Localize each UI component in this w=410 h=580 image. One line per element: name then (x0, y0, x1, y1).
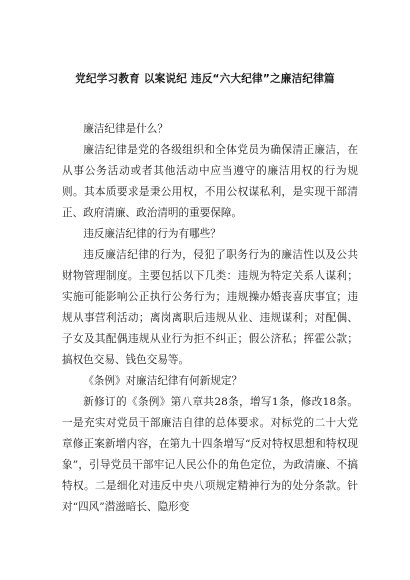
paragraph-question-3: 《条例》对廉洁纪律有何新规定？ (83, 375, 243, 387)
paragraph-answer-3: 新修订的《条例》第八章共28条，增写1条，修改18条。一是充实对党员干部廉洁自律的总体要求。对标党的二十大党章修正案新增内容，在第九十四条增写“反对特权思想和特权现象”，引导党员干部牢记人民公仆的角色定位，为政清廉、不搞特权。二是细化对违反中央八项规定精神行为的处分条款。针对“四风”潜滋暗长、隐形变 (62, 396, 358, 513)
document-title: 党纪学习教育 以案说纪 违反“六大纪律”之廉洁纪律篇 (75, 73, 335, 85)
paragraph-question-1: 廉洁纪律是什么？ (83, 123, 168, 135)
paragraph-answer-1: 廉洁纪律是党的各级组织和全体党员为确保清正廉洁，在从事公务活动或者其他活动中应当遵守的廉洁用权的行为规则。其本质要求是秉公用权，不用公权谋私利，是实现干部清正、政府清廉、政治清明的重要保障。 (62, 144, 358, 219)
document-body (62, 119, 358, 518)
paragraph-answer-2: 违反廉洁纪律的行为，侵犯了职务行为的廉洁性以及公共财物管理制度。主要包括以下几类：违规为特定关系人谋利；实施可能影响公正执行公务行为；违规操办婚丧喜庆事宜；违规从事营利活动；离岗离职后违规从业、违规谋利；对配偶、子女及其配偶违规从业行为拒不纠正；假公济私；挥霍公款；搞权色交易、钱色交易等。 (62, 249, 358, 366)
paragraph-question-2: 违反廉洁纪律的行为有哪些？ (83, 228, 221, 240)
